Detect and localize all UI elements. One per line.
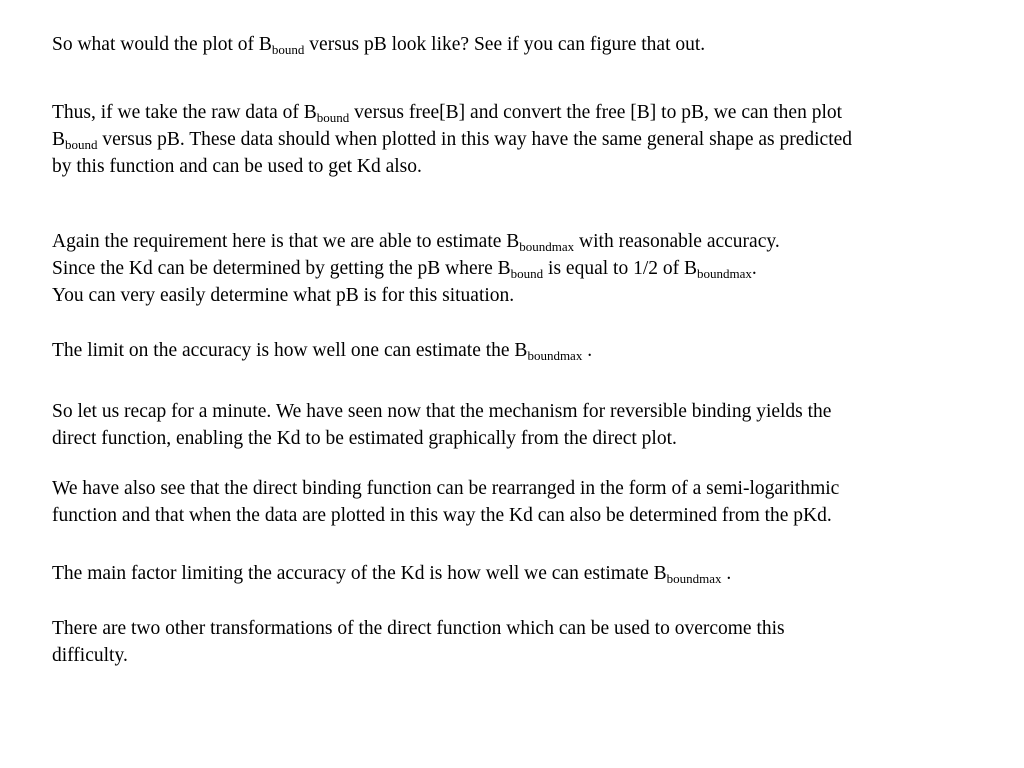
paragraph-recap (52, 398, 831, 452)
text: with reasonable accuracy. (574, 231, 780, 252)
text: versus free[B] and convert the free [B] to pB, we can then plot (349, 102, 843, 123)
text: . (721, 563, 732, 584)
text: Again the requirement here is that we are able to estimate B (52, 231, 520, 252)
paragraph-requirement (52, 228, 780, 309)
text: So what would the plot of B (52, 34, 272, 55)
text-line (52, 255, 780, 282)
text-line: by this function and can be used to get Kd also. (52, 156, 422, 177)
text-line: We have also see that the direct binding function can be rearranged in the form of a semi-logarithmic (52, 478, 840, 499)
paragraph-transformations (52, 615, 785, 669)
text: The limit on the accuracy is how well one can estimate the B (52, 340, 528, 361)
subscript: bound (271, 42, 305, 57)
paragraph-main-factor (52, 560, 731, 587)
text: Since the Kd can be determined by getting the pB where B (52, 258, 511, 279)
text: B (52, 129, 66, 150)
subscript: boundmax (666, 571, 722, 586)
text: . (751, 258, 757, 279)
text-line (52, 99, 852, 126)
text-line: direct function, enabling the Kd to be estimated graphically from the direct plot. (52, 428, 677, 449)
text-line (52, 126, 852, 153)
text-line: function and that when the data are plotted in this way the Kd can also be determined from the pKd. (52, 505, 832, 526)
subscript: bound (65, 137, 98, 152)
paragraph-semi-log (52, 475, 839, 529)
paragraph-raw-data (52, 99, 852, 180)
text: versus pB. These data should when plotted in this way have the same general shape as predicted (97, 129, 853, 150)
paragraph-plot-question (52, 31, 705, 58)
text-line: So let us recap for a minute. We have seen now that the mechanism for reversible binding yields the (52, 401, 832, 422)
text-line: You can very easily determine what pB is for this situation. (52, 285, 515, 306)
subscript: boundmax (519, 239, 575, 254)
text: versus pB look like? See if you can figure that out. (304, 34, 706, 55)
subscript: bound (316, 110, 350, 125)
text: Thus, if we take the raw data of B (52, 102, 317, 123)
text: The main factor limiting the accuracy of the Kd is how well we can estimate B (52, 563, 667, 584)
subscript: bound (510, 266, 544, 281)
subscript: boundmax (527, 348, 583, 363)
paragraph-accuracy-limit (52, 337, 592, 364)
text-line: There are two other transformations of the direct function which can be used to overcome this (52, 618, 785, 639)
text-line (52, 228, 780, 255)
text-line: difficulty. (52, 645, 128, 666)
subscript: boundmax (697, 266, 752, 281)
text: . (582, 340, 593, 361)
text: is equal to 1/2 of B (543, 258, 697, 279)
